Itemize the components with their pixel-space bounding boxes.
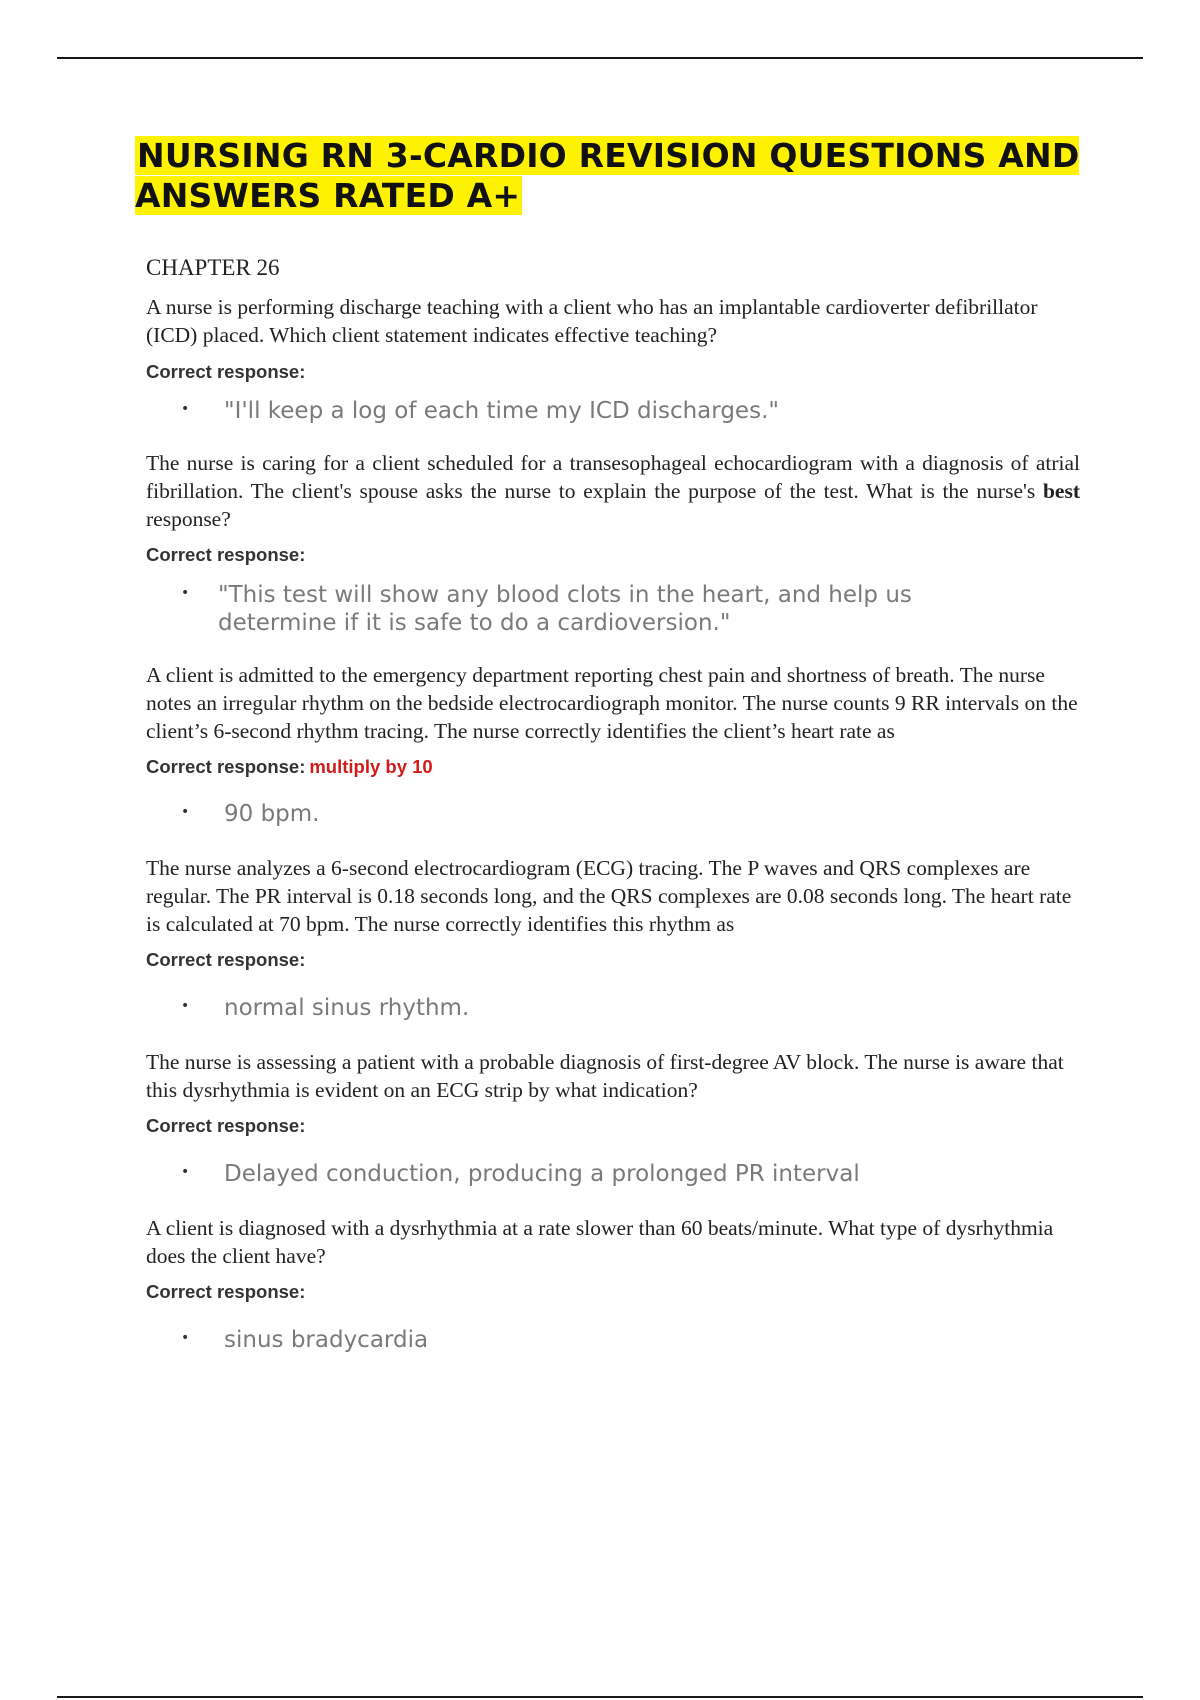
answer-item — [146, 800, 1080, 828]
bullet-icon: • — [181, 1164, 190, 1180]
bottom-divider — [57, 1696, 1143, 1698]
document-title — [135, 136, 1095, 216]
answer-text: "I'll keep a log of each time my ICD discharges." — [224, 398, 779, 424]
question-block-5 — [146, 1048, 1080, 1188]
bullet-icon: • — [181, 1330, 190, 1346]
answer-item — [146, 397, 1080, 425]
correct-response-label: Correct response: — [146, 361, 306, 382]
answer-text: Delayed conduction, producing a prolonged PR interval — [224, 1161, 860, 1187]
answer-item — [146, 581, 948, 637]
bullet-icon: • — [181, 998, 190, 1014]
correct-response-label — [146, 755, 1080, 779]
answer-hint-note: multiply by 10 — [309, 756, 433, 777]
document-body — [146, 253, 1080, 1354]
answer-item — [146, 1326, 1080, 1354]
chapter-heading: CHAPTER 26 — [146, 255, 280, 280]
answer-text: sinus bradycardia — [224, 1327, 429, 1353]
question-block-4 — [146, 854, 1080, 1022]
question-text: A client is admitted to the emergency department reporting chest pain and shortness of breath. The nurse notes an irregular rhythm on the bedside electrocardiograph monitor. The nurse counts 9 RR intervals on the client’s 6-second rhythm tracing. The nurse correctly identifies the client’s heart rate as — [146, 663, 1078, 743]
title-highlight: NURSING RN 3-CARDIO REVISION QUESTIONS AND ANSWERS RATED A+ — [135, 136, 1080, 215]
question-text — [146, 449, 1080, 533]
answer-text: 90 bpm. — [224, 801, 320, 827]
top-divider — [57, 57, 1143, 59]
answer-text: "This test will show any blood clots in the heart, and help us determine if it is safe to do a cardioversion." — [218, 582, 912, 636]
question-text-start: The nurse is caring for a client scheduled for a transesophageal echocardiogram with a diagnosis of atrial fibrillation. The client's spouse asks the nurse to explain the purpose of the test. What is the nurse's — [146, 451, 1080, 503]
question-text: The nurse is assessing a patient with a probable diagnosis of first-degree AV block. The nurse is aware that this dysrhythmia is evident on an ECG strip by what indication? — [146, 1050, 1064, 1102]
question-block-1 — [146, 293, 1080, 425]
bullet-icon: • — [181, 585, 190, 601]
question-block-6 — [146, 1214, 1080, 1354]
bullet-icon: • — [181, 804, 190, 820]
question-text-end: response? — [146, 507, 231, 531]
question-text: The nurse analyzes a 6-second electrocardiogram (ECG) tracing. The P waves and QRS complexes are regular. The PR interval is 0.18 seconds long, and the QRS complexes are 0.08 seconds long. The heart rate is calculated at 70 bpm. The nurse correctly identifies this rhythm as — [146, 856, 1072, 936]
answer-item — [146, 1160, 1080, 1188]
correct-response-label: Correct response: — [146, 949, 306, 970]
correct-response-label-text: Correct response: — [146, 756, 306, 777]
question-text: A client is diagnosed with a dysrhythmia at a rate slower than 60 beats/minute. What type of dysrhythmia does the client have? — [146, 1216, 1054, 1268]
question-text: A nurse is performing discharge teaching with a client who has an implantable cardioverter defibrillator (ICD) placed. Which client statement indicates effective teaching? — [146, 295, 1038, 347]
answer-item — [146, 994, 1080, 1022]
question-emphasis: best — [1042, 479, 1080, 503]
correct-response-label: Correct response: — [146, 544, 306, 565]
bullet-icon: • — [181, 401, 190, 417]
question-block-2 — [146, 449, 1080, 637]
correct-response-label: Correct response: — [146, 1281, 306, 1302]
question-block-3 — [146, 661, 1080, 828]
correct-response-label: Correct response: — [146, 1115, 306, 1136]
answer-text: normal sinus rhythm. — [224, 995, 470, 1021]
